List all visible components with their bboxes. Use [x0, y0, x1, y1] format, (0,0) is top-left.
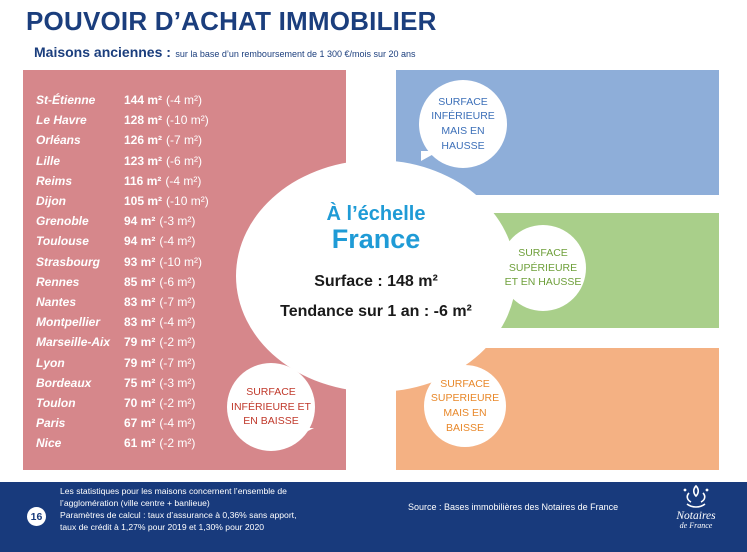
city-surface: 94 m²	[124, 234, 156, 249]
legend-line: SURFACE	[438, 95, 488, 108]
city-name: Lyon	[36, 355, 65, 370]
city-surface: 70 m²	[124, 395, 156, 410]
city-row	[36, 373, 209, 393]
footer-source: Source : Bases immobilières des Notaires de France	[408, 502, 619, 512]
city-name: Le Havre	[36, 113, 87, 128]
city-surface: 105 m²	[124, 194, 163, 209]
city-surface: 61 m²	[124, 436, 156, 451]
notaires-emblem-icon	[679, 484, 713, 510]
footer-notes	[60, 486, 360, 533]
city-name: Orléans	[36, 133, 81, 148]
logo-text-de-france: de France	[679, 521, 713, 531]
city-name: Dijon	[36, 194, 66, 209]
legend-bubble-orange-text	[431, 377, 499, 436]
city-trend: (-10 m²)	[159, 254, 203, 269]
city-row	[36, 110, 209, 130]
city-trend: (-7 m²)	[166, 133, 203, 148]
france-summary-eyebrow: À l’échelle	[326, 203, 426, 225]
legend-bubble-red	[227, 363, 315, 451]
notaires-logo	[667, 484, 725, 530]
city-name: Nice	[36, 436, 62, 451]
city-name: Bordeaux	[36, 375, 92, 390]
city-surface: 128 m²	[124, 113, 163, 128]
footer-note-line: Les statistiques pour les maisons concernent l’ensemble de	[60, 486, 287, 496]
city-trend: (-4 m²)	[159, 315, 196, 330]
city-surface: 85 m²	[124, 274, 156, 289]
legend-bubble-blue	[419, 80, 507, 168]
city-surface: 93 m²	[124, 254, 156, 269]
city-name: Toulon	[36, 395, 76, 410]
city-row	[36, 191, 209, 211]
city-trend: (-10 m²)	[166, 113, 209, 128]
city-trend: (-4 m²)	[165, 173, 202, 188]
legend-line: SURFACE	[518, 246, 568, 259]
city-name: Rennes	[36, 274, 80, 289]
city-trend: (-4 m²)	[159, 416, 196, 431]
city-surface: 79 m²	[124, 355, 156, 370]
city-surface: 83 m²	[124, 294, 156, 309]
france-summary-trend: Tendance sur 1 an : -6 m²	[280, 303, 472, 320]
legend-line: MAIS EN	[441, 125, 485, 137]
city-row	[36, 433, 209, 453]
legend-line: EN BAISSE	[243, 415, 299, 428]
city-row	[36, 352, 209, 372]
footer-note-line: l’agglomération (ville centre + banlieue)	[60, 497, 210, 508]
legend-line: SURFACE	[440, 377, 490, 390]
legend-line: SUPÉRIEURE	[508, 261, 578, 274]
city-trend: (-7 m²)	[159, 294, 196, 309]
page-title: POUVOIR D’ACHAT IMMOBILIER	[26, 6, 437, 36]
legend-bubble-red-text	[231, 385, 311, 429]
city-row	[36, 292, 209, 312]
footer-note-line: taux de crédit à 1,27% pour 2019 et 1,30% pour 2020	[60, 521, 265, 532]
city-row	[36, 393, 209, 413]
legend-line: SURFACE	[246, 385, 296, 398]
city-surface: 123 m²	[124, 153, 163, 168]
footer-note-line: Paramètres de calcul : taux d’assurance à 0,36% sans apport,	[60, 509, 297, 520]
city-row	[36, 231, 209, 251]
france-summary-surface: Surface : 148 m²	[314, 273, 438, 290]
city-row	[36, 90, 209, 110]
logo-text-notaires: Notaires	[676, 510, 716, 522]
legend-line: SUPERIEURE	[430, 392, 500, 405]
city-trend: (-3 m²)	[159, 214, 196, 229]
city-surface: 126 m²	[124, 133, 163, 148]
city-trend: (-10 m²)	[166, 194, 209, 209]
city-trend: (-7 m²)	[159, 355, 196, 370]
city-name: Strasbourg	[36, 254, 101, 269]
city-row	[36, 332, 209, 352]
city-trend: (-4 m²)	[159, 234, 196, 249]
city-surface: 94 m²	[124, 214, 156, 229]
france-summary-country: France	[331, 224, 421, 254]
legend-line: MAIS EN	[443, 407, 487, 419]
city-row	[36, 151, 209, 171]
france-summary	[236, 160, 516, 321]
city-list	[36, 90, 209, 453]
city-trend: (-3 m²)	[159, 375, 196, 390]
legend-bubble-green	[500, 225, 586, 311]
legend-line: INFÉRIEURE	[431, 110, 495, 123]
city-name: St-Étienne	[36, 93, 96, 108]
legend-line: BAISSE	[446, 421, 484, 434]
city-trend: (-6 m²)	[166, 153, 203, 168]
legend-bubble-green-text	[505, 246, 582, 290]
legend-line: INFÉRIEURE ET	[231, 400, 311, 413]
city-name: Reims	[36, 173, 73, 188]
page-subtitle	[34, 44, 416, 62]
city-name: Marseille-Aix	[36, 335, 111, 350]
city-row	[36, 413, 209, 433]
city-name: Lille	[36, 153, 61, 168]
city-surface: 116 m²	[124, 173, 162, 188]
city-row	[36, 272, 209, 292]
city-surface: 75 m²	[124, 375, 156, 390]
legend-bubble-orange	[424, 365, 506, 447]
subtitle-main: Maisons anciennes :	[34, 44, 171, 60]
city-name: Toulouse	[36, 234, 89, 249]
city-row	[36, 130, 209, 150]
city-row	[36, 211, 209, 231]
city-name: Paris	[36, 416, 66, 431]
city-surface: 79 m²	[124, 335, 156, 350]
subtitle-detail: sur la base d’un remboursement de 1 300 €/mois sur 20 ans	[175, 49, 416, 59]
city-trend: (-6 m²)	[159, 274, 196, 289]
city-surface: 67 m²	[124, 416, 156, 431]
city-trend: (-2 m²)	[159, 395, 196, 410]
city-row	[36, 171, 209, 191]
city-name: Nantes	[36, 294, 77, 309]
page-number-badge: 16	[27, 507, 46, 526]
legend-line: HAUSSE	[441, 139, 485, 152]
legend-line: ET EN HAUSSE	[504, 276, 582, 289]
city-surface: 83 m²	[124, 315, 156, 330]
city-trend: (-4 m²)	[166, 93, 203, 108]
city-surface: 144 m²	[124, 93, 163, 108]
legend-bubble-blue-text	[431, 95, 495, 154]
city-row	[36, 312, 209, 332]
city-trend: (-2 m²)	[159, 436, 196, 451]
city-name: Montpellier	[36, 315, 101, 330]
city-trend: (-2 m²)	[159, 335, 196, 350]
city-row	[36, 252, 209, 272]
city-name: Grenoble	[36, 214, 89, 229]
